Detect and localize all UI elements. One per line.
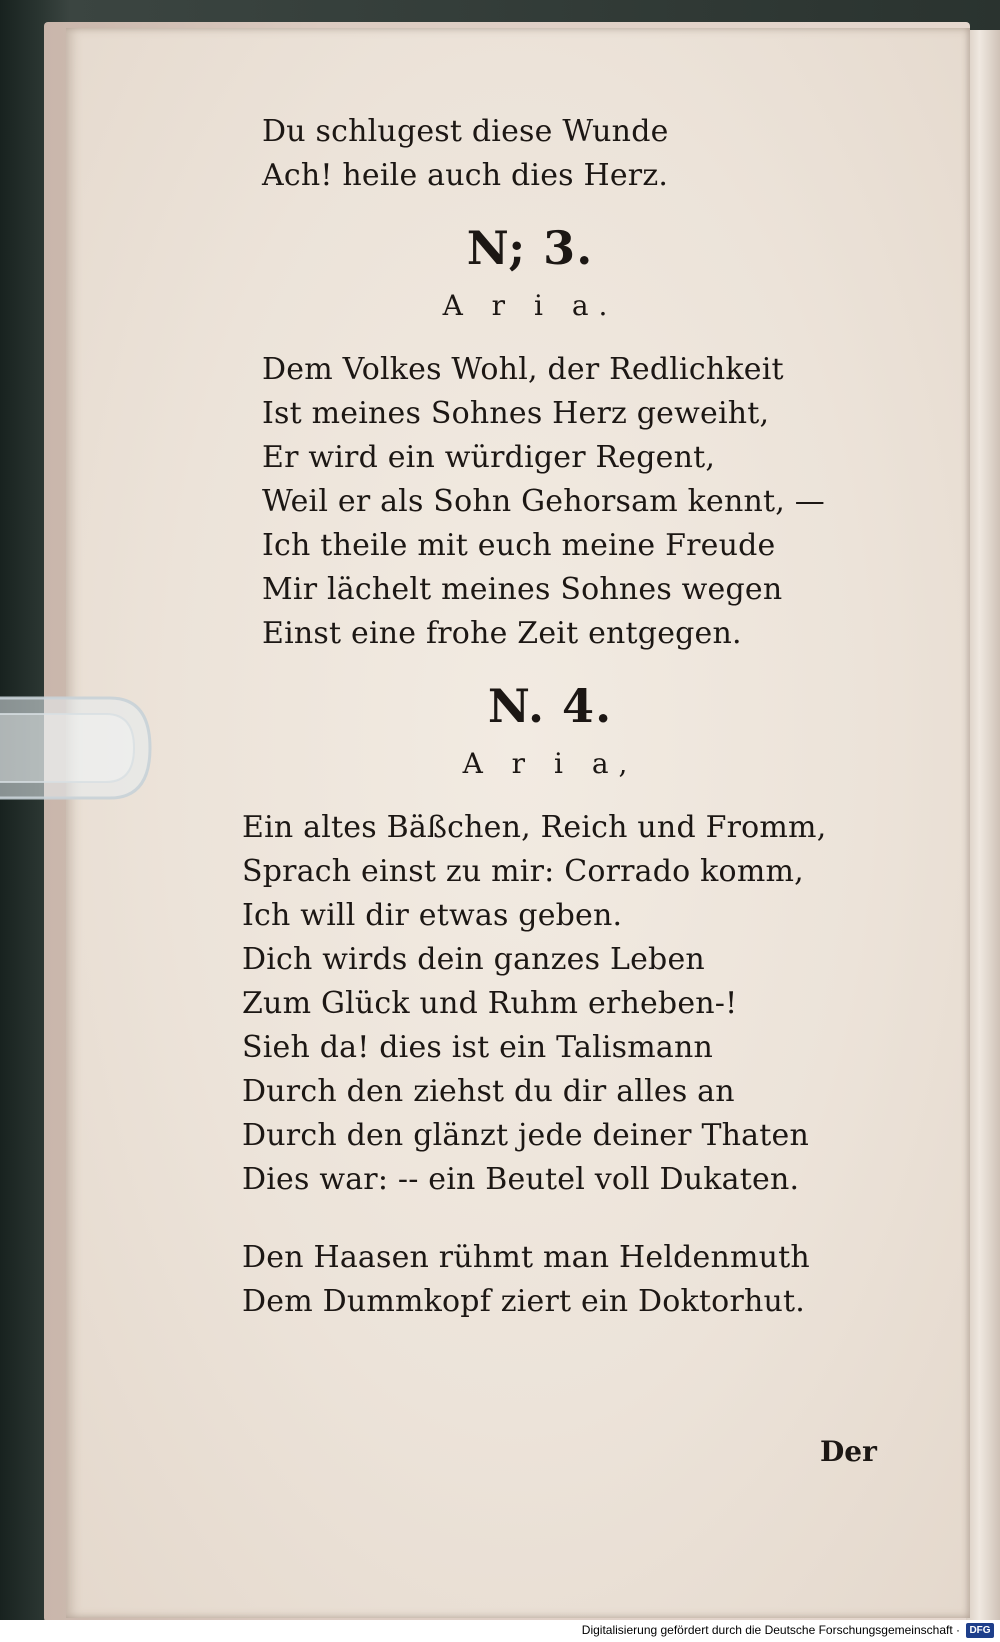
section-number: N; 3. <box>466 221 594 275</box>
verse-line: Durch den glänzt jede deiner Thaten <box>242 1118 809 1153</box>
section-heading: A r i a. <box>442 289 618 322</box>
page-text <box>230 110 870 1324</box>
footer-bar <box>0 1620 1000 1642</box>
verse-line: Weil er als Sohn Gehorsam kennt, — <box>262 484 825 519</box>
verse-line: Sprach einst zu mir: Corrado komm, <box>242 854 804 889</box>
catchword: Der <box>820 1435 877 1468</box>
opening-verse <box>262 110 870 198</box>
verse-line: Ist meines Sohnes Herz geweiht, <box>262 396 770 431</box>
verse-line: Ein altes Bäßchen, Reich und Fromm, <box>242 810 827 845</box>
closing-couplet <box>242 1236 870 1324</box>
verse-line: Den Haasen rühmt man Heldenmuth <box>242 1240 810 1275</box>
verse-line: Einst eine frohe Zeit entgegen. <box>262 616 742 651</box>
verse-line: Dem Dummkopf ziert ein Doktorhut. <box>242 1284 806 1319</box>
verse-line: Dich wirds dein ganzes Leben <box>242 942 705 977</box>
aria-3-verse <box>262 348 870 656</box>
verse-line: Mir lächelt meines Sohnes wegen <box>262 572 783 607</box>
verse-line: Zum Glück und Ruhm erheben-! <box>242 986 738 1021</box>
verse-line: Ich theile mit euch meine Freude <box>262 528 776 563</box>
verse-line: Er wird ein würdiger Regent, <box>262 440 716 475</box>
dfg-logo: DFG <box>966 1623 994 1638</box>
verse-line: Ich will dir etwas geben. <box>242 898 623 933</box>
verse-line: Durch den ziehst du dir alles an <box>242 1074 735 1109</box>
verse-line: Du schlugest diese Wunde <box>262 114 669 149</box>
aria-4-verse <box>242 806 870 1202</box>
verse-line: Dem Volkes Wohl, der Redlichkeit <box>262 352 784 387</box>
verse-line: Sieh da! dies ist ein Talismann <box>242 1030 714 1065</box>
verse-line: Ach! heile auch dies Herz. <box>262 158 669 193</box>
section-number: N. 4. <box>487 679 613 733</box>
section-heading: A r i a, <box>462 747 638 780</box>
footer-credit: Digitalisierung gefördert durch die Deutsche Forschungsgemeinschaft · <box>581 1623 960 1637</box>
verse-line: Dies war: -- ein Beutel voll Dukaten. <box>242 1162 800 1197</box>
facing-page-edge <box>966 30 1000 1620</box>
page-clip-icon <box>0 690 160 810</box>
